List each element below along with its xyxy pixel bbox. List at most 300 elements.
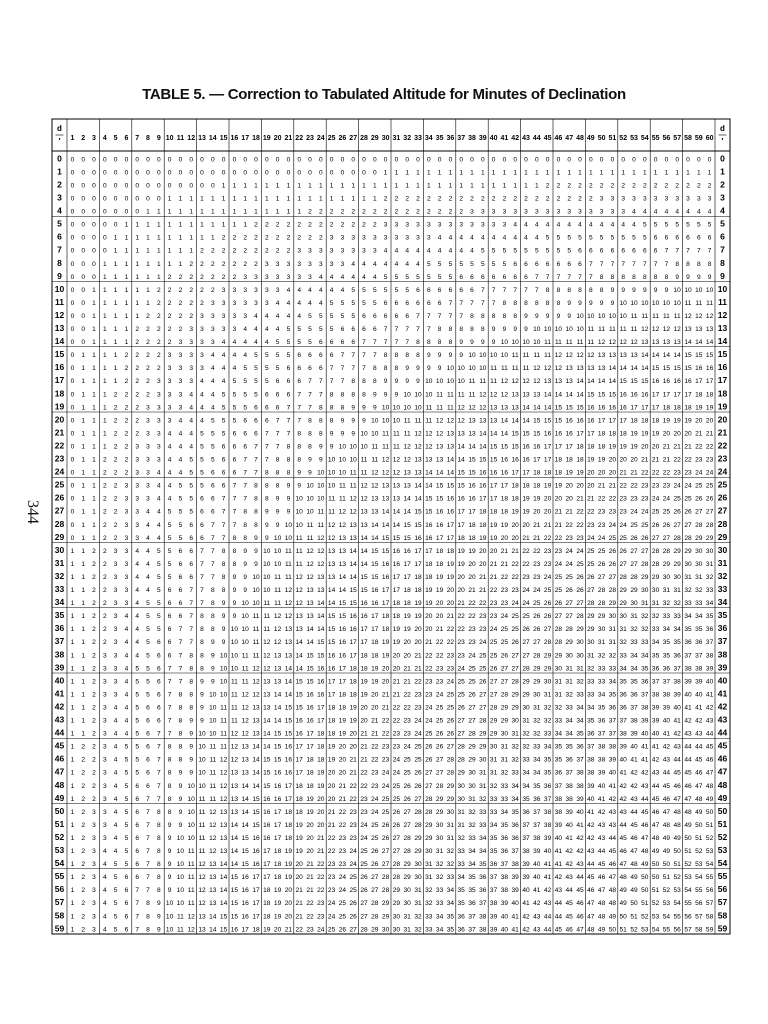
table-cell: 5 [275, 352, 280, 360]
table-cell: 30 [403, 900, 411, 908]
table-cell: 22 [554, 534, 563, 542]
table-cell: 2 [81, 756, 86, 764]
table-cell: 4 [178, 469, 183, 477]
table-cell: 27 [349, 926, 357, 934]
table-cell: 14 [241, 821, 249, 829]
table-cell: 3 [491, 221, 496, 229]
table-cell: 18 [511, 495, 519, 503]
table-cell: 1 [156, 234, 161, 242]
table-cell: 23 [327, 861, 336, 869]
table-cell: 15 [284, 730, 293, 738]
table-cell: 8 [167, 769, 172, 777]
table-cell: 10 [403, 391, 411, 399]
table-cell: 43 [641, 782, 649, 790]
table-cell: 13 [219, 848, 228, 856]
table-cell: 5 [426, 260, 431, 268]
table-cell: 7 [653, 260, 658, 268]
table-cell: 2 [686, 182, 690, 190]
table-cell: 1 [437, 182, 442, 190]
table-cell: 11 [295, 560, 303, 568]
table-cell: 13 [489, 417, 498, 425]
table-cell: 0 [167, 169, 172, 177]
d-value-right: 34 [717, 597, 728, 608]
table-cell: 3 [556, 208, 561, 216]
table-cell: 39 [565, 808, 573, 816]
table-cell: 10 [371, 417, 379, 425]
table-cell: 3 [189, 378, 194, 386]
table-cell: 2 [534, 195, 539, 203]
table-cell: 4 [124, 626, 129, 634]
table-cell: 6 [308, 352, 312, 360]
table-cell: 38 [597, 743, 606, 751]
table-cell: 20 [414, 639, 422, 647]
table-cell: 27 [435, 769, 444, 777]
table-cell: 10 [198, 769, 206, 777]
table-cell: 50 [673, 848, 681, 856]
table-cell: 43 [608, 808, 617, 816]
table-cell: 5 [232, 404, 237, 412]
table-cell: 16 [468, 482, 476, 490]
table-cell: 40 [533, 874, 541, 882]
table-cell: 28 [500, 691, 509, 699]
table-cell: 6 [534, 260, 539, 268]
table-cell: 8 [189, 691, 194, 699]
table-cell: 9 [210, 652, 215, 660]
table-cell: 19 [414, 613, 422, 621]
table-cell: 8 [254, 495, 258, 503]
table-cell: 2 [113, 391, 118, 399]
table-cell: 33 [673, 613, 681, 621]
table-cell: 11 [252, 652, 260, 660]
table-cell: 23 [349, 821, 357, 829]
table-cell: 31 [425, 874, 433, 882]
table-cell: 0 [534, 156, 539, 164]
table-cell: 21 [511, 547, 519, 555]
table-cell: 1 [696, 169, 701, 177]
d-value-left: 35 [54, 610, 65, 621]
table-cell: 4 [200, 378, 204, 386]
table-cell: 18 [576, 443, 584, 451]
table-cell: 0 [621, 156, 626, 164]
table-cell: 10 [695, 286, 703, 294]
table-cell: 20 [522, 521, 530, 529]
table-cell: 8 [470, 326, 474, 334]
table-cell: 47 [608, 874, 617, 882]
d-value-right: 18 [717, 388, 728, 399]
table-cell: 25 [565, 573, 573, 581]
table-cell: 42 [695, 717, 703, 725]
table-cell: 3 [102, 704, 107, 712]
table-cell: 22 [608, 495, 617, 503]
table-cell: 5 [448, 273, 453, 281]
table-cell: 3 [405, 234, 410, 242]
table-cell: 21 [317, 834, 325, 842]
table-cell: 13 [219, 834, 228, 842]
table-cell: 2 [567, 195, 572, 203]
table-cell: 16 [317, 665, 325, 673]
table-cell: 8 [297, 443, 302, 451]
table-cell: 9 [534, 312, 539, 320]
table-cell: 8 [210, 613, 215, 621]
table-cell: 7 [383, 326, 388, 334]
table-cell: 17 [263, 848, 271, 856]
table-cell: 15 [414, 508, 422, 516]
table-cell: 3 [308, 247, 312, 255]
table-cell: 45 [641, 808, 649, 816]
table-cell: 19 [543, 482, 552, 490]
table-cell: 6 [178, 573, 183, 581]
table-cell: 44 [576, 874, 584, 882]
table-cell: 26 [554, 600, 563, 608]
table-cell: 11 [706, 299, 714, 307]
table-cell: 18 [565, 456, 573, 464]
table-cell: 5 [232, 391, 237, 399]
table-cell: 13 [198, 926, 206, 934]
table-cell: 23 [695, 456, 703, 464]
table-cell: 10 [176, 874, 185, 882]
table-cell: 2 [588, 182, 593, 190]
table-cell: 20 [587, 469, 595, 477]
table-cell: 7 [210, 560, 215, 568]
table-cell: 14 [608, 378, 617, 386]
table-cell: 1 [588, 169, 593, 177]
table-cell: 21 [349, 769, 357, 777]
table-cell: 18 [360, 665, 368, 673]
table-cell: 0 [70, 221, 75, 229]
table-cell: 0 [416, 156, 420, 164]
table-cell: 16 [705, 365, 714, 373]
table-cell: 11 [425, 404, 433, 412]
table-cell: 25 [500, 626, 509, 634]
table-cell: 13 [263, 678, 271, 686]
table-cell: 17 [489, 482, 498, 490]
table-cell: 2 [405, 195, 410, 203]
table-cell: 16 [338, 626, 347, 634]
table-cell: 6 [189, 534, 194, 542]
table-cell: 42 [651, 756, 660, 764]
table-cell: 23 [414, 691, 422, 699]
table-cell: 18 [479, 508, 487, 516]
table-cell: 15 [414, 521, 422, 529]
table-cell: 2 [707, 182, 712, 190]
table-cell: 8 [221, 560, 226, 568]
table-cell: 6 [232, 456, 237, 464]
table-cell: 9 [210, 665, 215, 673]
table-cell: 1 [534, 169, 539, 177]
table-cell: 7 [426, 326, 431, 334]
table-cell: 18 [295, 808, 303, 816]
table-cell: 14 [241, 782, 249, 790]
table-cell: 15 [273, 756, 282, 764]
table-cell: 27 [479, 691, 487, 699]
table-cell: 23 [317, 900, 325, 908]
table-cell: 1 [113, 312, 118, 320]
table-cell: 34 [565, 730, 573, 738]
table-cell: 14 [381, 508, 390, 516]
table-cell: 7 [372, 339, 377, 347]
table-cell: 2 [383, 208, 388, 216]
table-cell: 0 [70, 312, 75, 320]
table-cell: 9 [372, 404, 377, 412]
table-cell: 0 [545, 156, 550, 164]
table-cell: 8 [178, 691, 183, 699]
table-cell: 1 [286, 182, 291, 190]
table-cell: 6 [232, 443, 237, 451]
table-cell: 11 [241, 652, 249, 660]
d-value-left: 2 [57, 179, 62, 190]
table-cell: 20 [360, 704, 368, 712]
table-cell: 5 [437, 260, 442, 268]
table-cell: 8 [556, 286, 561, 294]
table-cell: 3 [124, 587, 129, 595]
table-cell: 2 [92, 730, 96, 738]
table-cell: 0 [232, 169, 237, 177]
table-cell: 6 [318, 365, 323, 373]
table-cell: 23 [565, 534, 573, 542]
table-cell: 10 [176, 900, 185, 908]
table-cell: 11 [392, 430, 400, 438]
table-cell: 16 [522, 443, 530, 451]
table-cell: 28 [446, 769, 455, 777]
table-cell: 0 [124, 169, 129, 177]
table-cell: 2 [102, 508, 107, 516]
table-cell: 8 [437, 326, 442, 334]
table-cell: 14 [338, 587, 347, 595]
table-cell: 4 [189, 430, 194, 438]
table-cell: 1 [513, 182, 518, 190]
table-cell: 18 [414, 573, 422, 581]
table-cell: 16 [360, 613, 368, 621]
table-cell: 20 [349, 730, 357, 738]
table-cell: 9 [394, 378, 399, 386]
table-cell: 6 [264, 391, 269, 399]
table-cell: 9 [243, 560, 248, 568]
table-cell: 5 [113, 861, 118, 869]
table-cell: 27 [565, 600, 573, 608]
table-cell: 29 [435, 795, 444, 803]
table-cell: 27 [435, 756, 444, 764]
table-cell: 4 [264, 312, 269, 320]
table-cell: 0 [372, 169, 377, 177]
table-cell: 3 [480, 208, 485, 216]
table-cell: 24 [543, 573, 552, 581]
table-cell: 13 [565, 378, 573, 386]
table-cell: 13 [695, 326, 703, 334]
table-cell: 27 [500, 678, 509, 686]
table-cell: 22 [317, 874, 325, 882]
table-cell: 36 [479, 874, 487, 882]
table-cell: 19 [597, 456, 606, 464]
table-cell: 12 [209, 821, 217, 829]
table-cell: 5 [146, 665, 150, 673]
table-cell: 6 [221, 469, 226, 477]
table-cell: 6 [578, 247, 582, 255]
minute-header: 17 [241, 135, 250, 142]
table-cell: 18 [317, 730, 325, 738]
table-cell: 6 [178, 547, 183, 555]
table-cell: 6 [178, 600, 183, 608]
table-cell: 23 [533, 560, 541, 568]
d-value-right: 14 [717, 336, 728, 347]
table-cell: 6 [696, 234, 701, 242]
table-cell: 6 [232, 430, 237, 438]
table-cell: 21 [381, 691, 390, 699]
table-cell: 9 [178, 808, 183, 816]
table-cell: 5 [372, 286, 377, 294]
table-cell: 53 [684, 874, 692, 882]
table-cell: 14 [219, 900, 228, 908]
table-cell: 35 [489, 848, 498, 856]
table-cell: 5 [254, 391, 258, 399]
table-cell: 33 [500, 795, 509, 803]
table-cell: 8 [610, 273, 615, 281]
table-cell: 20 [597, 469, 606, 477]
table-cell: 24 [479, 639, 487, 647]
minute-header: 44 [532, 135, 541, 142]
table-cell: 25 [338, 913, 347, 921]
table-cell: 12 [349, 495, 357, 503]
table-cell: 5 [156, 600, 161, 608]
table-cell: 11 [360, 469, 368, 477]
table-cell: 11 [263, 600, 271, 608]
table-cell: 50 [684, 834, 692, 842]
table-cell: 26 [522, 626, 530, 634]
table-cell: 0 [81, 312, 86, 320]
table-cell: 0 [156, 195, 161, 203]
table-cell: 32 [511, 756, 519, 764]
table-cell: 33 [587, 678, 595, 686]
table-cell: 9 [556, 312, 561, 320]
table-cell: 40 [695, 691, 703, 699]
table-cell: 3 [221, 312, 226, 320]
table-cell: 6 [254, 430, 258, 438]
table-cell: 34 [489, 821, 498, 829]
table-cell: 29 [489, 730, 498, 738]
table-cell: 7 [696, 247, 701, 255]
table-cell: 15 [425, 495, 433, 503]
table-cell: 25 [489, 652, 498, 660]
table-cell: 14 [500, 417, 509, 425]
table-cell: 36 [705, 626, 714, 634]
table-cell: 11 [565, 339, 573, 347]
table-cell: 18 [360, 652, 368, 660]
table-cell: 11 [284, 573, 292, 581]
table-cell: 35 [695, 626, 703, 634]
table-cell: 29 [446, 795, 455, 803]
table-cell: 27 [457, 730, 465, 738]
table-cell: 29 [662, 560, 671, 568]
table-cell: 8 [156, 848, 161, 856]
table-cell: 26 [392, 821, 401, 829]
table-cell: 13 [241, 743, 249, 751]
table-cell: 15 [230, 900, 239, 908]
table-cell: 19 [533, 495, 541, 503]
table-cell: 14 [435, 469, 444, 477]
table-cell: 2 [167, 312, 172, 320]
table-cell: 8 [437, 339, 442, 347]
table-cell: 1 [167, 195, 172, 203]
table-cell: 27 [446, 743, 455, 751]
table-cell: 43 [597, 834, 606, 842]
table-cell: 26 [392, 808, 401, 816]
d-value-left: 15 [54, 349, 65, 360]
table-cell: 8 [243, 508, 248, 516]
table-cell: 1 [383, 182, 388, 190]
table-cell: 15 [263, 782, 271, 790]
table-cell: 4 [167, 495, 172, 503]
table-cell: 0 [81, 156, 86, 164]
table-cell: 2 [113, 456, 118, 464]
table-cell: 5 [189, 495, 194, 503]
table-cell: 11 [533, 352, 541, 360]
table-cell: 19 [684, 417, 692, 425]
minute-header: 1 [70, 135, 75, 142]
table-cell: 7 [362, 339, 366, 347]
table-cell: 0 [156, 169, 161, 177]
table-cell: 1 [135, 247, 140, 255]
minute-header: 15 [219, 135, 228, 142]
d-value-right: 17 [717, 375, 728, 386]
table-cell: 31 [479, 769, 487, 777]
minute-header: 33 [414, 135, 422, 142]
table-cell: 0 [588, 156, 593, 164]
table-cell: 3 [232, 299, 237, 307]
table-cell: 1 [124, 234, 129, 242]
table-cell: 32 [619, 639, 627, 647]
d-value-right: 57 [717, 897, 728, 908]
table-cell: 16 [241, 900, 249, 908]
table-cell: 1 [102, 365, 107, 373]
table-cell: 0 [92, 234, 96, 242]
table-cell: 22 [327, 834, 336, 842]
table-cell: 22 [651, 469, 660, 477]
table-cell: 1 [200, 234, 204, 242]
table-cell: 2 [167, 326, 172, 334]
table-cell: 0 [92, 273, 96, 281]
table-cell: 23 [371, 769, 379, 777]
table-cell: 15 [327, 639, 336, 647]
table-cell: 32 [522, 743, 530, 751]
table-cell: 29 [597, 613, 606, 621]
table-cell: 15 [543, 417, 552, 425]
table-cell: 2 [92, 600, 96, 608]
table-cell: 4 [167, 469, 172, 477]
table-cell: 37 [533, 808, 541, 816]
table-cell: 35 [630, 678, 638, 686]
table-cell: 39 [500, 900, 509, 908]
table-cell: 0 [102, 195, 107, 203]
table-cell: 7 [135, 926, 140, 934]
table-cell: 39 [608, 756, 617, 764]
table-cell: 4 [221, 352, 226, 360]
table-cell: 17 [273, 834, 282, 842]
table-cell: 10 [284, 521, 293, 529]
table-cell: 1 [318, 195, 323, 203]
table-cell: 10 [554, 326, 563, 334]
table-cell: 31 [403, 926, 411, 934]
table-cell: 23 [349, 834, 357, 842]
table-cell: 30 [565, 652, 573, 660]
table-cell: 15 [306, 678, 314, 686]
table-cell: 26 [360, 874, 368, 882]
table-cell: 12 [435, 430, 444, 438]
table-cell: 17 [349, 652, 357, 660]
table-cell: 50 [619, 913, 627, 921]
table-cell: 3 [102, 821, 107, 829]
table-cell: 23 [446, 665, 455, 673]
table-cell: 1 [81, 639, 86, 647]
table-cell: 1 [394, 182, 399, 190]
